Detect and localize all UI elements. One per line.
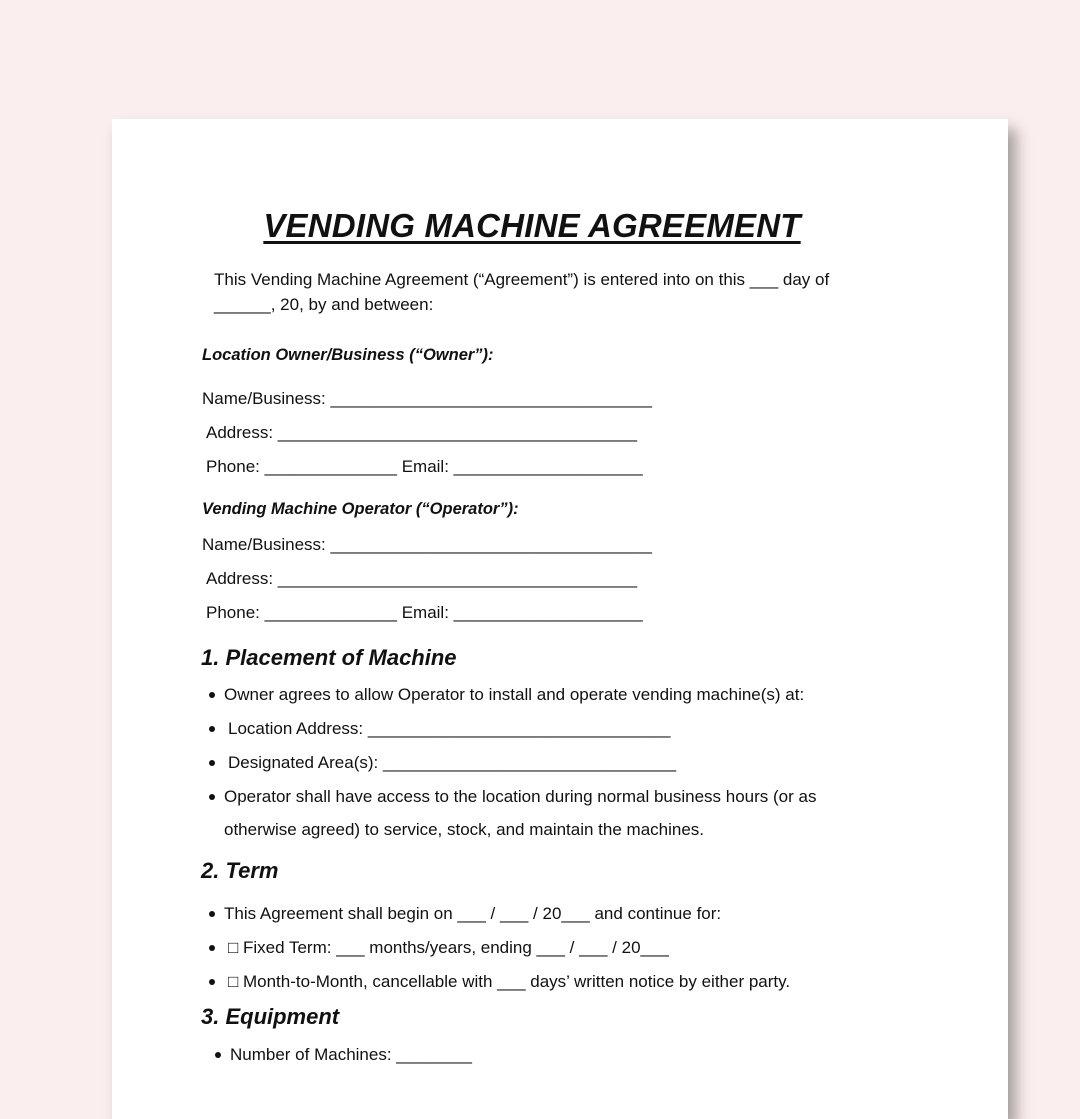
section-heading-term: 2. Term <box>201 858 279 883</box>
placement-item-area: Designated Area(s): _______________________________ <box>228 753 677 772</box>
bullet-icon <box>209 911 215 917</box>
bullet-icon <box>209 794 215 800</box>
equipment-item-count: Number of Machines: ________ <box>230 1045 472 1064</box>
operator-address-field: Address: ______________________________________ <box>206 569 638 588</box>
operator-heading: Vending Machine Operator (“Operator”): <box>202 500 519 518</box>
document-title: VENDING MACHINE AGREEMENT <box>263 207 801 244</box>
owner-heading: Location Owner/Business (“Owner”): <box>202 346 494 364</box>
section-heading-equipment: 3. Equipment <box>201 1004 340 1029</box>
intro-line-1: This Vending Machine Agreement (“Agreement”) is entered into on this ___ day of <box>214 270 830 289</box>
operator-name-field: Name/Business: __________________________________ <box>202 535 652 554</box>
owner-phone-email-field: Phone: ______________ Email: ____________________ <box>206 457 643 476</box>
bullet-icon <box>209 692 215 698</box>
bullet-icon <box>209 760 215 766</box>
intro-line-2: ______, 20, by and between: <box>214 295 434 314</box>
bullet-icon <box>209 726 215 732</box>
operator-phone-email-field: Phone: ______________ Email: ____________________ <box>206 603 643 622</box>
document-page <box>112 119 1008 1119</box>
bullet-icon <box>209 945 215 951</box>
placement-item-access: Operator shall have access to the location during normal business hours (or as <box>224 787 817 806</box>
bullet-icon <box>215 1052 221 1058</box>
term-item-monthly: □ Month-to-Month, cancellable with ___ days’ written notice by either party. <box>228 972 791 991</box>
placement-item-location: Location Address: ________________________________ <box>228 719 671 738</box>
section-heading-placement: 1. Placement of Machine <box>201 645 457 670</box>
owner-name-field: Name/Business: __________________________________ <box>202 389 652 408</box>
placement-item-access-cont: otherwise agreed) to service, stock, and maintain the machines. <box>224 820 705 839</box>
term-item-begin: This Agreement shall begin on ___ / ___ / 20___ and continue for: <box>224 904 722 923</box>
term-item-fixed: □ Fixed Term: ___ months/years, ending ___ / ___ / 20___ <box>228 938 669 957</box>
bullet-icon <box>209 979 215 985</box>
owner-address-field: Address: ______________________________________ <box>206 423 638 442</box>
placement-item-1: Owner agrees to allow Operator to install and operate vending machine(s) at: <box>224 685 805 704</box>
